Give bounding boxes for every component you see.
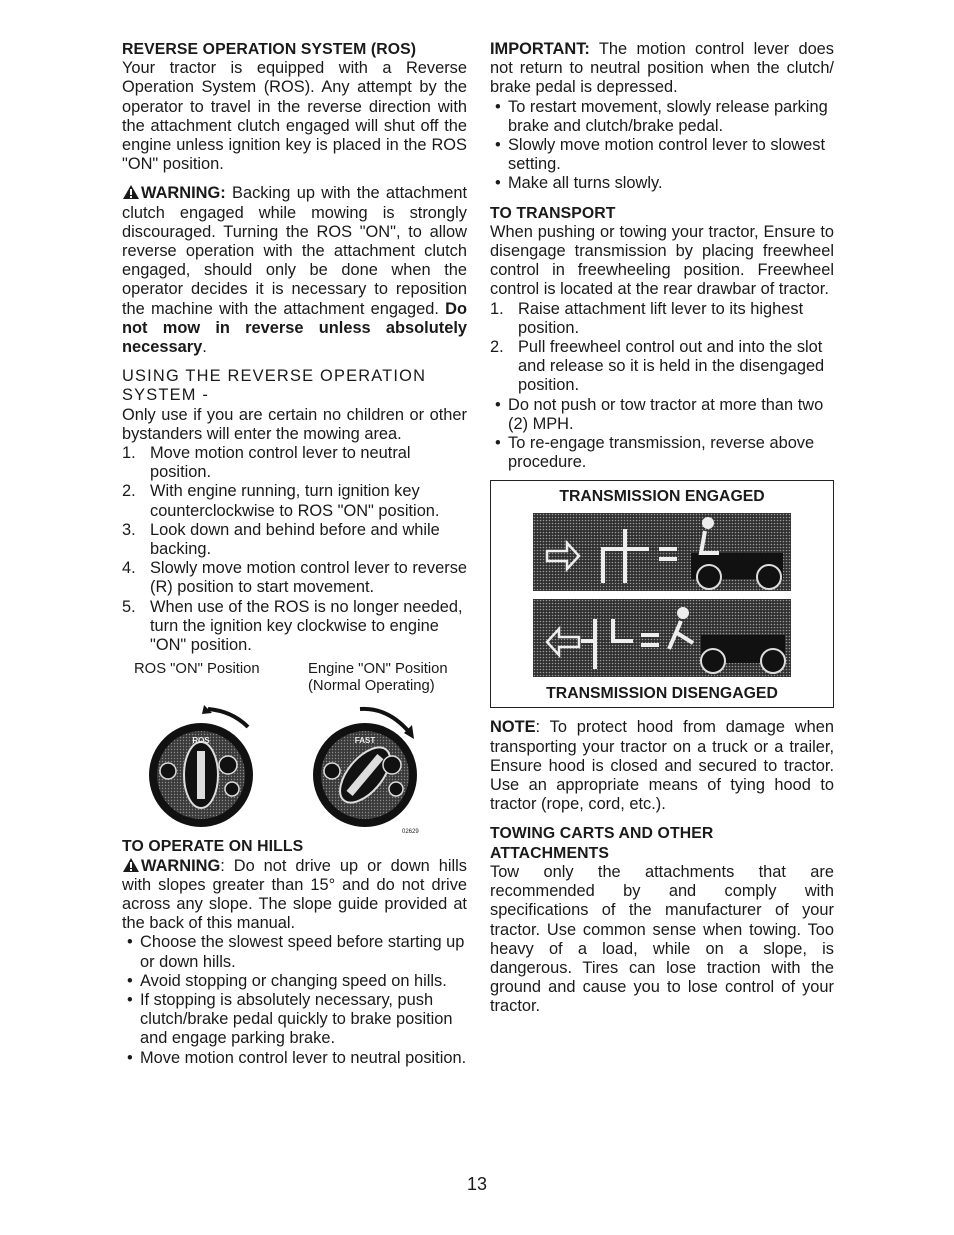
list-item: • Move motion control lever to neutral position. [127,1048,467,1067]
warning-text: Backing up with the attachment clutch engaged while mowing is strongly discouraged. Turning the ROS "ON", to allow reverse operation with the attachment clutch engaged, should only be done when the operator decides it is necessary to reposition the machine with the attachment engaged. [122,184,468,318]
list-item: 2. Pull freewheel control out and into the slot and release so it is held in the disengaged position. [490,338,825,395]
important-bullet-list [490,98,834,194]
list-item: 5. When use of the ROS is no longer needed, turn the ignition key clockwise to engine "ON" position. [122,597,463,655]
important-label: IMPORTANT: [490,40,590,58]
hills-bullet-list [122,933,467,1067]
left-column [122,40,467,1068]
ros-ignition-dial-icon [146,703,256,831]
list-item: 4. Slowly move motion control lever to reverse (R) position to start movement. [122,559,468,597]
transmission-engaged-icon [533,513,791,591]
list-item: • If stopping is absolutely necessary, push clutch/brake pedal quickly to brake position and engage parking brake. [127,990,453,1048]
list-item: • Do not push or tow tractor at more than two (2) MPH. [495,395,824,433]
important-text: The motion control lever does not return to neutral position when the clutch/ brake pedal is depressed. [490,40,834,97]
ros-on-label: ROS "ON" Position [134,661,260,678]
warning-triangle-icon [122,857,140,873]
warning-bold-text: Do not mow in reverse unless absolutely necessary [122,299,467,357]
list-item: 2. With engine running, turn ignition key counterclockwise to ROS "ON" position. [122,482,440,520]
page-number: 13 [466,1174,488,1194]
transport-heading: TO TRANSPORT [490,204,616,222]
note-label: NOTE [490,718,536,737]
hills-warning-text: : Do not drive up or down hills with slopes greater than 15° and do not drive across any slope. The slope guide provided at the back of this manual. [122,856,467,933]
towing-heading: TOWING CARTS AND OTHER ATTACHMENTS [490,825,714,862]
warning-label: WARNING: [141,184,226,203]
transport-steps-list [490,300,834,396]
ros-steps-list [122,444,467,655]
right-column [490,40,834,1017]
hills-warning [122,857,467,934]
list-item: 1. Raise attachment lift lever to its highest position. [490,299,804,337]
towing-body: Tow only the attachments that are recommended by and comply with specifications of the manufacturer of your tractor. Use common sense when towing. Too heavy of a load, while on a slope, is dangerous. Tires can lose traction with the ground and cause you to lose control of your tractor. [490,862,834,1016]
transmission-diagram [490,480,834,708]
hills-warning-label: WARNING [141,856,221,875]
hills-heading: TO OPERATE ON HILLS [122,838,304,856]
list-item: • Slowly move motion control lever to slowest setting. [495,136,826,174]
note-paragraph [490,718,834,814]
ignition-dials-figure [122,703,467,835]
list-item: • Avoid stopping or changing speed on hills. [127,971,447,990]
ros-heading: REVERSE OPERATION SYSTEM (ROS) [122,41,417,58]
note-text: : To protect hood from damage when transporting your tractor on a truck or a trailer, Ensure hood is closed and secured to tractor. Use an appropriate means of tying hood to tractor (rope, cord, etc.). [490,718,834,814]
warning-end: . [202,338,207,357]
using-ros-intro: Only use if you are certain no children or other bystanders will enter the mowing area. [122,405,467,443]
dial-text: ROS [192,736,210,746]
transmission-disengaged-icon [533,599,791,677]
transmission-engaged-label: TRANSMISSION ENGAGED [559,488,765,506]
list-item: 1. Move motion control lever to neutral position. [122,444,411,482]
transport-bullet-list [490,396,834,473]
warning-triangle-icon [122,184,140,200]
ros-body: Your tractor is equipped with a Reverse Operation System (ROS). Any attempt by the operator to travel in the reverse direction with the attachment clutch engaged will shut off the engine unless ignition key is placed in the ROS "ON" position. [122,59,467,174]
transmission-disengaged-label: TRANSMISSION DISENGAGED [546,685,778,703]
ignition-position-labels [122,661,467,701]
engine-on-label: Engine "ON" Position [308,661,448,678]
figure-code: 02629 [402,829,419,836]
using-ros-heading: USING THE REVERSE OPERATION SYSTEM - [122,367,427,405]
ros-warning [122,184,467,357]
dial-text: FAST [354,736,376,746]
list-item: • Make all turns slowly. [495,174,663,193]
normal-operating-label: (Normal Operating) [308,678,435,695]
list-item: • Choose the slowest speed before starting up or down hills. [127,933,465,971]
list-item: • To restart movement, slowly release parking brake and clutch/brake pedal. [495,97,828,135]
list-item: • To re-engage transmission, reverse above procedure. [495,434,815,472]
engine-ignition-dial-icon [310,703,420,831]
list-item: 3. Look down and behind before and while backing. [122,520,440,559]
engine-on-label-block [308,661,448,695]
transport-body: When pushing or towing your tractor, Ensure to disengage transmission by placing freewheel control in freewheeling position. Freewheel control is located at the rear drawbar of tractor. [490,222,834,299]
important-note [490,40,834,98]
